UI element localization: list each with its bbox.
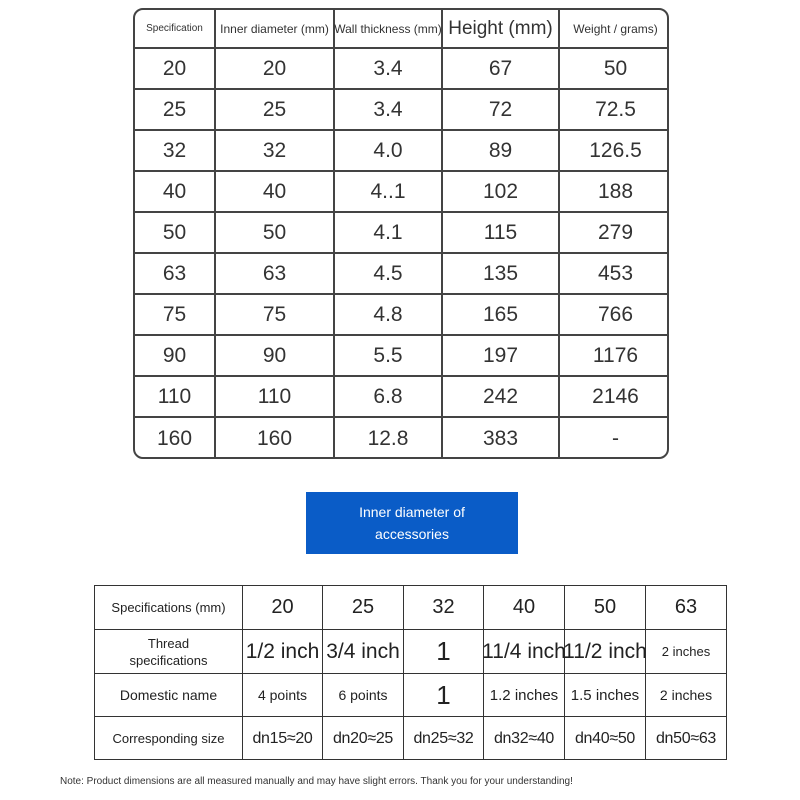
domestic-value: 4 points xyxy=(243,674,323,717)
accessories-table xyxy=(94,585,727,760)
domestic-value: 6 points xyxy=(323,674,404,717)
thread-value: 11/4 inch xyxy=(484,630,565,674)
header-specification: Specification xyxy=(135,10,216,49)
table-cell: 32 xyxy=(135,131,216,172)
table-cell: 90 xyxy=(135,336,216,377)
spec-value: 40 xyxy=(484,586,565,630)
thread-label-line-1: Thread xyxy=(147,635,190,651)
table-cell: 63 xyxy=(135,254,216,295)
accessories-inner-diameter-banner xyxy=(306,492,518,554)
corresponding-value: dn25≈32 xyxy=(404,717,484,760)
table-cell: 115 xyxy=(443,213,560,254)
table-cell: 40 xyxy=(135,172,216,213)
table-cell: 72.5 xyxy=(560,90,669,131)
domestic-name-label: Domestic name xyxy=(95,674,243,717)
table-cell: 4.1 xyxy=(335,213,443,254)
table-cell: 3.4 xyxy=(335,90,443,131)
table-cell: 50 xyxy=(560,49,669,90)
table-cell: 110 xyxy=(135,377,216,418)
table-cell: 165 xyxy=(443,295,560,336)
table-cell: 90 xyxy=(216,336,335,377)
corresponding-size-label: Corresponding size xyxy=(95,717,243,760)
table-cell: 4.5 xyxy=(335,254,443,295)
banner-line-1: Inner diameter of xyxy=(359,504,465,520)
thread-specifications-label xyxy=(95,630,243,674)
thread-value: 11/2 inch xyxy=(565,630,646,674)
domestic-value: 1.2 inches xyxy=(484,674,565,717)
table-cell: 75 xyxy=(135,295,216,336)
domestic-value: 2 inches xyxy=(646,674,726,717)
domestic-value: 1 xyxy=(404,674,484,717)
spec-value: 20 xyxy=(243,586,323,630)
thread-value: 2 inches xyxy=(646,630,726,674)
header-weight: Weight / grams) xyxy=(560,10,669,49)
table-cell: 12.8 xyxy=(335,418,443,459)
table-cell: 32 xyxy=(216,131,335,172)
corresponding-value: dn20≈25 xyxy=(323,717,404,760)
table-cell: 4..1 xyxy=(335,172,443,213)
banner-line-2: accessories xyxy=(375,526,449,542)
measurement-note: Note: Product dimensions are all measured manually and may have slight errors. Thank you for your understanding! xyxy=(60,776,573,787)
table-cell: - xyxy=(612,426,619,450)
spec-value: 25 xyxy=(323,586,404,630)
thread-value: 1 xyxy=(404,630,484,674)
corresponding-value: dn40≈50 xyxy=(565,717,646,760)
corresponding-value: dn32≈40 xyxy=(484,717,565,760)
table-cell: 383 xyxy=(443,418,560,459)
table-cell: 5.5 xyxy=(335,336,443,377)
table-cell: 63 xyxy=(216,254,335,295)
table-cell: 188 xyxy=(560,172,669,213)
table-cell: 2146 xyxy=(560,377,669,418)
spec-value: 32 xyxy=(404,586,484,630)
header-inner-diameter: Inner diameter (mm) xyxy=(216,10,335,49)
table-cell: 50 xyxy=(135,213,216,254)
table-cell: 25 xyxy=(135,90,216,131)
table-cell: 25 xyxy=(216,90,335,131)
header-wall-thickness: Wall thickness (mm) xyxy=(335,10,443,49)
table-cell: 110 xyxy=(216,377,335,418)
thread-value: 3/4 inch xyxy=(323,630,404,674)
table-cell: 160 xyxy=(216,418,335,459)
header-height: Height (mm) xyxy=(443,10,560,49)
specifications-label: Specifications (mm) xyxy=(95,586,243,630)
table-cell: 72 xyxy=(443,90,560,131)
spec-value: 63 xyxy=(646,586,726,630)
table-cell: 279 xyxy=(560,213,669,254)
table-cell: 160 xyxy=(135,418,216,459)
table-cell: 453 xyxy=(560,254,669,295)
corresponding-value: dn15≈20 xyxy=(243,717,323,760)
thread-label-line-2: specifications xyxy=(129,652,208,668)
table-cell: 1176 xyxy=(560,336,669,377)
thread-value: 1/2 inch xyxy=(243,630,323,674)
table-cell: 4.0 xyxy=(335,131,443,172)
table-cell: 126.5 xyxy=(560,131,669,172)
table-cell: 766 xyxy=(560,295,669,336)
table-cell: 89 xyxy=(443,131,560,172)
table-cell: 242 xyxy=(443,377,560,418)
table-cell: 6.8 xyxy=(335,377,443,418)
table-cell: 4.8 xyxy=(335,295,443,336)
table-cell: 102 xyxy=(443,172,560,213)
table-cell: 197 xyxy=(443,336,560,377)
table-cell: 20 xyxy=(135,49,216,90)
specification-table xyxy=(133,8,669,459)
table-cell: 67 xyxy=(443,49,560,90)
spec-value: 50 xyxy=(565,586,646,630)
table-cell: 40 xyxy=(216,172,335,213)
table-cell: 20 xyxy=(216,49,335,90)
domestic-value: 1.5 inches xyxy=(565,674,646,717)
table-cell: 50 xyxy=(216,213,335,254)
table-cell: 135 xyxy=(443,254,560,295)
table-cell: 3.4 xyxy=(335,49,443,90)
corresponding-value: dn50≈63 xyxy=(655,729,717,747)
table-cell: 75 xyxy=(216,295,335,336)
